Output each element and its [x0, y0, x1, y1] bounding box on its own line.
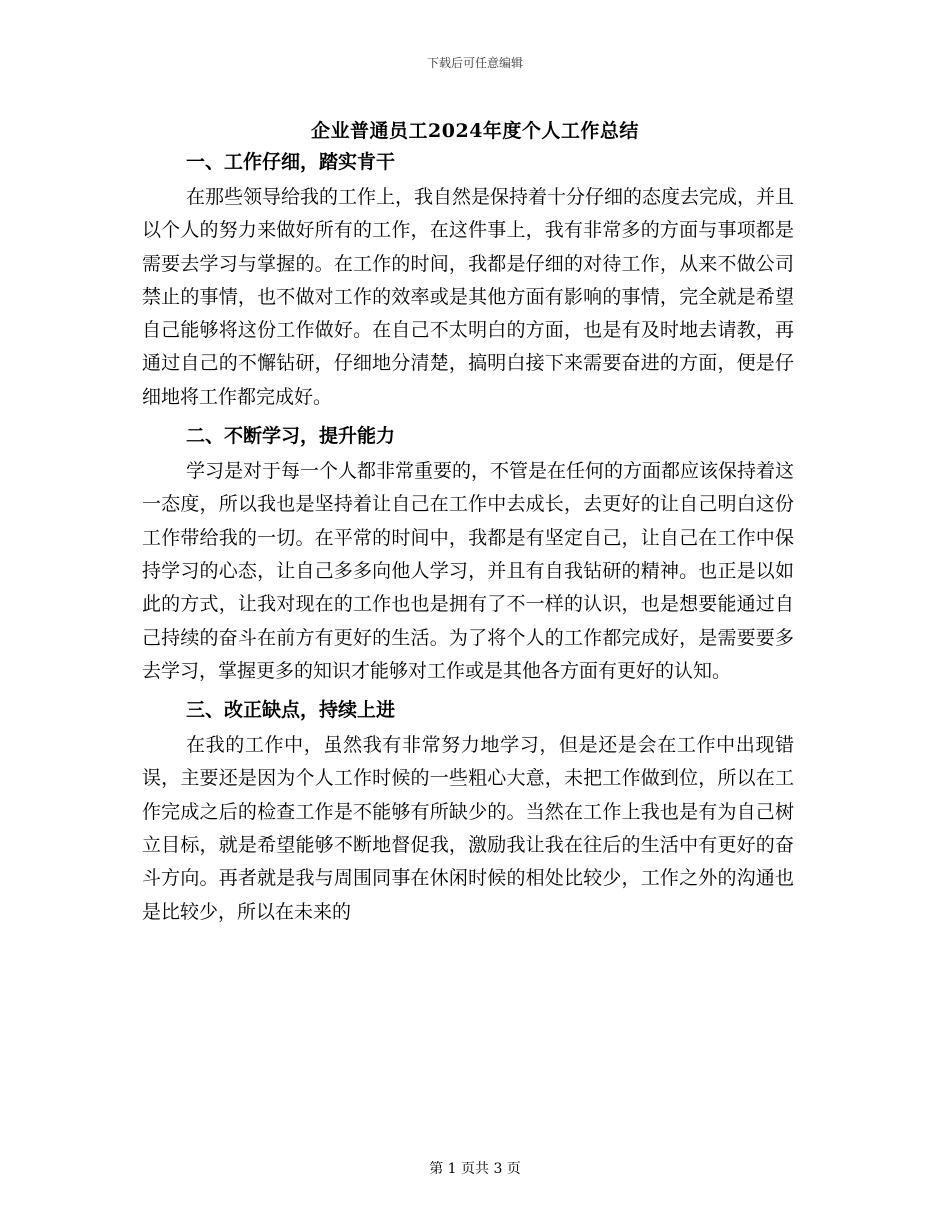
section-heading-2: 二、不断学习，提升能力	[186, 425, 396, 448]
section-heading-1: 一、工作仔细，踏实肯干	[186, 151, 396, 173]
page-number-footer: 第 1 页共 3 页	[429, 1161, 521, 1177]
section-paragraph-3: 在我的工作中，虽然我有非常努力地学习，但是还是会在工作中出现错误，主要还是因为个人工作时候的一些粗心大意，未把工作做到位，所以在工作完成之后的检查工作是不能够有所缺少的。当然在工作上我也是有为自己树立目标，就是希望能够不断地督促我，激励我让我在往后的生活中有更好的奋斗方向。再者就是我与周围同事在休闲时候的相处比较少，工作之外的沟通也是比较少，所以在未来的	[142, 734, 794, 923]
section-heading-3: 三、改正缺点，持续上进	[186, 699, 396, 722]
section-paragraph-1: 在那些领导给我的工作上，我自然是保持着十分仔细的态度去完成，并且以个人的努力来做好所有的工作，在这件事上，我有非常多的方面与事项都是需要去学习与掌握的。在工作的时间，我都是仔细的对待工作，从来不做公司禁止的事情，也不做对工作的效率或是其他方面有影响的事情，完全就是希望自己能够将这份工作做好。在自己不太明白的方面，也是有及时地去请教，再通过自己的不懈钻研，仔细地分清楚，搞明白接下来需要奋进的方面，便是仔细地将工作都完成好。	[142, 186, 795, 408]
document-body	[142, 144, 794, 929]
header-note: 下载后可任意编辑	[426, 56, 523, 70]
section-paragraph-2: 学习是对于每一个人都非常重要的，不管是在任何的方面都应该保持着这一态度，所以我也是坚持着让自己在工作中去成长，去更好的让自己明白这份工作带给我的一切。在平常的时间中，我都是有坚定自己，让自己在工作中保持学习的心态，让自己多多向他人学习，并且有自我钻研的精神。也正是以如此的方式，让我对现在的工作也也是拥有了不一样的认识，也是想要能通过自己持续的奋斗在前方有更好的生活。为了将个人的工作都完成好，是需要要多去学习，掌握更多的知识才能够对工作或是其他各方面有更好的认知。	[142, 460, 795, 682]
document-title: 企业普通员工2024年度个人工作总结	[311, 120, 639, 142]
